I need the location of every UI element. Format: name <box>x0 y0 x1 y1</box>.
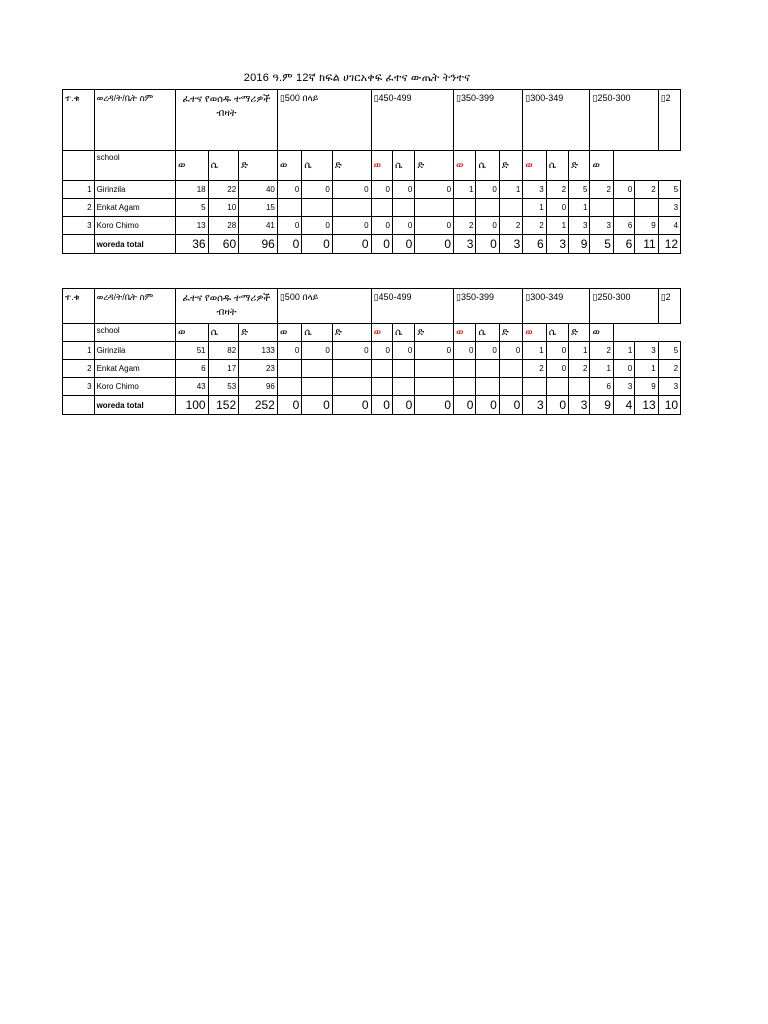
cell-value <box>392 199 414 217</box>
cell-value <box>371 360 392 378</box>
header-sex-column: ወ <box>277 324 301 342</box>
total-value: 0 <box>476 235 499 254</box>
total-blank <box>63 235 95 254</box>
cell-value <box>476 378 499 396</box>
header-sex-column: ወ <box>371 324 392 342</box>
header-sex-column: ወ <box>371 151 392 181</box>
cell-value <box>613 199 634 217</box>
cell-value: 23 <box>239 360 278 378</box>
cell-value <box>392 360 414 378</box>
total-value: 36 <box>176 235 209 254</box>
school-name: Enkat Agam <box>94 199 175 217</box>
cell-value: 5 <box>569 181 590 199</box>
cell-value <box>371 378 392 396</box>
cell-value: 0 <box>546 199 568 217</box>
cell-value: 0 <box>332 217 371 235</box>
cell-value <box>499 199 522 217</box>
cell-value: 2 <box>499 217 522 235</box>
header-sex-column: ድ <box>239 324 278 342</box>
cell-value <box>590 199 613 217</box>
cell-value: 0 <box>371 181 392 199</box>
header-sex-column: ሴ <box>208 151 239 181</box>
header-score-band: ▯250-300 <box>590 289 658 324</box>
header-sex-column: ወ <box>277 151 301 181</box>
cell-value: 1 <box>546 217 568 235</box>
total-value: 13 <box>635 396 658 415</box>
cell-value: 3 <box>569 217 590 235</box>
header-sex-column: ወ <box>523 324 546 342</box>
header-sex-column: ወ <box>590 151 613 181</box>
header-score-band: ▯500 በላይ <box>277 90 371 151</box>
cell-value: 17 <box>208 360 239 378</box>
header-no: ተ.ቁ <box>63 90 95 151</box>
header-sex-column: ወ <box>590 324 613 342</box>
total-value: 0 <box>415 396 454 415</box>
table-row <box>63 199 694 217</box>
cell-value: 133 <box>239 342 278 360</box>
cell-value <box>454 199 476 217</box>
cell-value <box>371 199 392 217</box>
header-sex-column: ወ <box>523 151 546 181</box>
total-value: 9 <box>590 396 613 415</box>
cell-value: 1 <box>590 360 613 378</box>
cell-value: 5 <box>658 342 680 360</box>
cell-value: 1 <box>523 342 546 360</box>
cell-value: 28 <box>208 217 239 235</box>
total-blank <box>63 396 95 415</box>
school-name: Koro Chimo <box>94 378 175 396</box>
cell-value: 0 <box>277 217 301 235</box>
cell-value <box>415 378 454 396</box>
total-value: 3 <box>569 396 590 415</box>
table-row <box>63 342 694 360</box>
total-value: 0 <box>332 396 371 415</box>
header-sex-column: ሴ <box>476 151 499 181</box>
cell-value: 0 <box>302 217 333 235</box>
school-name: Girinzila <box>94 342 175 360</box>
report-title: 2016 ዓ.ም 12ኛ ክፍል ሀገርአቀፍ ፈተና ውጤት ትንተና <box>243 72 471 84</box>
cell-value: 0 <box>476 181 499 199</box>
row-number: 1 <box>63 181 95 199</box>
header-sex-column: ድ <box>332 151 371 181</box>
total-value: 11 <box>635 235 658 254</box>
header-total-takers: ፈተና የወሰዱ ተማሪዎች ብዛት <box>176 90 278 151</box>
total-value: 0 <box>415 235 454 254</box>
header-sex-column: ድ <box>332 324 371 342</box>
header-sex-column: ሴ <box>476 324 499 342</box>
cell-value: 22 <box>208 181 239 199</box>
cell-value: 51 <box>176 342 209 360</box>
cell-value: 43 <box>176 378 209 396</box>
header-sex-column: ሴ <box>392 324 414 342</box>
row-number: 3 <box>63 217 95 235</box>
total-value: 0 <box>499 396 522 415</box>
header-total-takers: ፈተና የወሰዱ ተማሪዎች ብዛት <box>176 289 278 324</box>
header-school-name: ወረዳ/ት/ቤት ስም <box>94 90 175 151</box>
cell-value: 1 <box>635 360 658 378</box>
cell-value: 53 <box>208 378 239 396</box>
cell-value: 6 <box>176 360 209 378</box>
total-value: 0 <box>302 235 333 254</box>
header-blank <box>63 324 95 342</box>
total-value: 6 <box>613 235 634 254</box>
table-row <box>63 360 694 378</box>
header-score-band: ▯450-499 <box>371 90 453 151</box>
cell-value: 0 <box>371 217 392 235</box>
total-value: 10 <box>658 396 680 415</box>
cell-value: 0 <box>332 181 371 199</box>
cell-value: 1 <box>454 181 476 199</box>
header-score-band: ▯300-349 <box>523 90 590 151</box>
total-value: 60 <box>208 235 239 254</box>
total-value: 0 <box>392 235 414 254</box>
total-value: 96 <box>239 235 278 254</box>
header-score-band: ▯350-399 <box>454 289 523 324</box>
cell-value: 0 <box>277 181 301 199</box>
school-name: Koro Chimo <box>94 217 175 235</box>
header-sex-column: ድ <box>569 324 590 342</box>
cell-value: 0 <box>302 181 333 199</box>
cell-value <box>499 360 522 378</box>
cell-value <box>415 199 454 217</box>
header-sex-column: ወ <box>176 151 209 181</box>
cell-value <box>302 199 333 217</box>
total-value: 152 <box>208 396 239 415</box>
cell-value <box>332 360 371 378</box>
total-value: 0 <box>302 396 333 415</box>
cell-value: 0 <box>454 342 476 360</box>
cell-value: 0 <box>613 360 634 378</box>
cell-value: 18 <box>176 181 209 199</box>
row-number: 3 <box>63 378 95 396</box>
cell-value: 0 <box>371 342 392 360</box>
header-sex-column: ሴ <box>392 151 414 181</box>
cell-value: 2 <box>635 181 658 199</box>
table-row <box>63 181 694 199</box>
header-sex-column: ድ <box>499 151 522 181</box>
cell-value: 3 <box>658 199 680 217</box>
cell-value <box>635 199 658 217</box>
header-score-band: ▯350-399 <box>454 90 523 151</box>
cell-value: 2 <box>590 342 613 360</box>
header-sex-column: ድ <box>499 324 522 342</box>
total-value: 0 <box>476 396 499 415</box>
cell-value: 6 <box>590 378 613 396</box>
results-table-2 <box>62 288 693 419</box>
header-score-band: ▯450-499 <box>371 289 453 324</box>
total-value: 100 <box>176 396 209 415</box>
cell-value <box>476 199 499 217</box>
cell-value: 0 <box>415 217 454 235</box>
cell-value <box>546 378 568 396</box>
total-value: 0 <box>332 235 371 254</box>
cell-value: 1 <box>569 199 590 217</box>
header-sex-column: ሴ <box>208 324 239 342</box>
cell-value: 0 <box>392 217 414 235</box>
cell-value: 0 <box>476 342 499 360</box>
cell-value <box>499 378 522 396</box>
cell-value: 5 <box>176 199 209 217</box>
header-score-band: ▯500 በላይ <box>277 289 371 324</box>
cell-value: 0 <box>546 360 568 378</box>
cell-value <box>569 378 590 396</box>
cell-value: 2 <box>523 360 546 378</box>
cell-value: 9 <box>635 378 658 396</box>
cell-value: 1 <box>523 199 546 217</box>
cell-value: 0 <box>392 342 414 360</box>
cell-value: 1 <box>613 342 634 360</box>
total-value: 0 <box>392 396 414 415</box>
cell-value: 40 <box>239 181 278 199</box>
cell-value <box>415 360 454 378</box>
cell-value: 2 <box>523 217 546 235</box>
total-value: 0 <box>277 235 301 254</box>
header-score-band: ▯300-349 <box>523 289 590 324</box>
cell-value: 96 <box>239 378 278 396</box>
total-row <box>63 396 694 415</box>
cell-value <box>454 360 476 378</box>
total-value: 3 <box>523 396 546 415</box>
cell-value: 4 <box>658 217 680 235</box>
cell-value: 3 <box>590 217 613 235</box>
results-table-1 <box>62 89 693 257</box>
header-no: ተ.ቁ <box>63 289 95 324</box>
table-row <box>63 217 694 235</box>
header-school-label: school <box>94 151 175 181</box>
cell-value: 41 <box>239 217 278 235</box>
header-sex-column: ወ <box>454 151 476 181</box>
cell-value: 3 <box>613 378 634 396</box>
header-sex-column: ወ <box>176 324 209 342</box>
header-sex-column: ድ <box>415 324 454 342</box>
total-value: 3 <box>454 235 476 254</box>
header-school-label: school <box>94 324 175 342</box>
row-number: 2 <box>63 199 95 217</box>
cell-value: 3 <box>635 342 658 360</box>
cell-value: 15 <box>239 199 278 217</box>
total-value: 9 <box>569 235 590 254</box>
header-sex-column: ሴ <box>302 324 333 342</box>
cell-value <box>392 378 414 396</box>
total-value: 0 <box>371 235 392 254</box>
cell-value: 0 <box>499 342 522 360</box>
total-row <box>63 235 694 254</box>
cell-value: 1 <box>569 342 590 360</box>
cell-value <box>302 360 333 378</box>
cell-value: 0 <box>415 181 454 199</box>
cell-value <box>302 378 333 396</box>
cell-value: 6 <box>613 217 634 235</box>
total-value: 0 <box>454 396 476 415</box>
cell-value <box>332 199 371 217</box>
row-number: 2 <box>63 360 95 378</box>
cell-value: 10 <box>208 199 239 217</box>
cell-value: 82 <box>208 342 239 360</box>
total-value: 252 <box>239 396 278 415</box>
cell-value: 0 <box>277 342 301 360</box>
cell-value: 0 <box>302 342 333 360</box>
cell-value <box>476 360 499 378</box>
header-blank <box>63 151 95 181</box>
cell-value: 1 <box>499 181 522 199</box>
total-value: 5 <box>590 235 613 254</box>
school-name: Girinzila <box>94 181 175 199</box>
header-score-band: ▯2 <box>658 289 680 324</box>
cell-value: 3 <box>658 378 680 396</box>
cell-value <box>277 360 301 378</box>
header-sex-column: ድ <box>415 151 454 181</box>
total-label: woreda total <box>94 396 175 415</box>
cell-value <box>523 378 546 396</box>
total-value: 12 <box>658 235 680 254</box>
cell-value: 2 <box>546 181 568 199</box>
header-sex-column: ሴ <box>546 151 568 181</box>
cell-value: 2 <box>590 181 613 199</box>
header-sex-column: ድ <box>569 151 590 181</box>
cell-value <box>277 378 301 396</box>
row-number: 1 <box>63 342 95 360</box>
school-name: Enkat Agam <box>94 360 175 378</box>
total-label: woreda total <box>94 235 175 254</box>
cell-value: 9 <box>635 217 658 235</box>
cell-value <box>277 199 301 217</box>
cell-value: 2 <box>658 360 680 378</box>
header-sex-column: ሴ <box>546 324 568 342</box>
header-sex-column: ሴ <box>302 151 333 181</box>
cell-value <box>332 378 371 396</box>
header-score-band: ▯250-300 <box>590 90 658 151</box>
cell-value <box>454 378 476 396</box>
header-score-band: ▯2 <box>658 90 680 151</box>
header-school-name: ወረዳ/ት/ቤት ስም <box>94 289 175 324</box>
cell-value: 2 <box>454 217 476 235</box>
total-value: 3 <box>546 235 568 254</box>
cell-value: 2 <box>569 360 590 378</box>
cell-value: 0 <box>613 181 634 199</box>
total-value: 0 <box>546 396 568 415</box>
header-sex-column: ድ <box>239 151 278 181</box>
cell-value: 0 <box>415 342 454 360</box>
header-sex-column: ወ <box>454 324 476 342</box>
cell-value: 0 <box>392 181 414 199</box>
total-value: 0 <box>277 396 301 415</box>
total-value: 6 <box>523 235 546 254</box>
table-row <box>63 378 694 396</box>
total-value: 0 <box>371 396 392 415</box>
cell-value: 0 <box>332 342 371 360</box>
cell-value: 3 <box>523 181 546 199</box>
total-value: 4 <box>613 396 634 415</box>
total-value: 3 <box>499 235 522 254</box>
cell-value: 5 <box>658 181 680 199</box>
cell-value: 0 <box>546 342 568 360</box>
cell-value: 13 <box>176 217 209 235</box>
cell-value: 0 <box>476 217 499 235</box>
